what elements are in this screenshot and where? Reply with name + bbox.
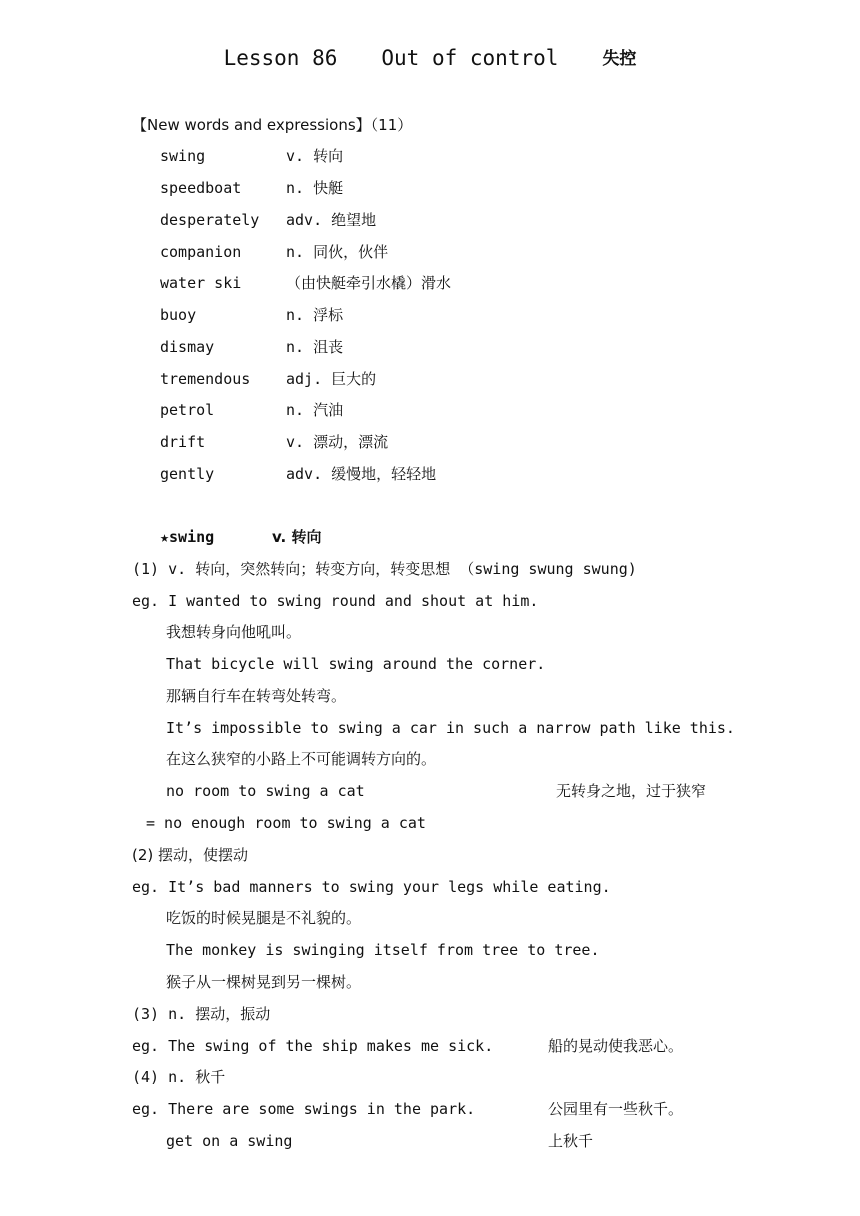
vocab-word: tremendous <box>160 370 251 388</box>
vocab-definition: v. 转向 <box>286 147 344 165</box>
vocab-item <box>0 178 860 198</box>
idiom-equivalent: = no enough room to swing a cat <box>146 814 426 832</box>
lesson-name: Out of control <box>381 46 559 70</box>
vocab-word: water ski <box>160 274 242 292</box>
vocab-word: speedboat <box>160 179 242 197</box>
example-3-translation: 在这么狭窄的小路上不可能调转方向的。 <box>166 750 437 768</box>
example-10-translation: 上秋千 <box>548 1132 594 1150</box>
example-7: The monkey is swinging itself from tree to tree. <box>166 941 600 959</box>
example-10: get on a swing <box>166 1132 293 1150</box>
vocab-word: companion <box>160 243 242 261</box>
vocab-header: 【New words and expressions】（11） <box>132 116 413 134</box>
vocab-item <box>0 305 860 325</box>
vocab-word: petrol <box>160 401 215 419</box>
example-7-translation: 猴子从一棵树晃到另一棵树。 <box>166 973 362 991</box>
vocab-definition: v. 漂动，漂流 <box>286 433 389 451</box>
vocab-item <box>0 146 860 166</box>
example-1: eg. I wanted to swing round and shout at him. <box>132 592 539 610</box>
vocab-item <box>0 242 860 262</box>
vocab-word: buoy <box>160 306 197 324</box>
vocab-definition: n. 汽油 <box>286 401 344 419</box>
example-8-translation: 船的晃动使我恶心。 <box>548 1037 684 1055</box>
example-9: eg. There are some swings in the park. <box>132 1100 476 1118</box>
vocab-definition: n. 同伙，伙伴 <box>286 243 389 261</box>
vocab-definition: adv. 缓慢地，轻轻地 <box>286 465 437 483</box>
sense-3: (3) n. 摆动，振动 <box>132 1005 271 1023</box>
vocab-word: desperately <box>160 211 260 229</box>
vocab-definition: adj. 巨大的 <box>286 370 377 388</box>
vocab-item <box>0 369 860 389</box>
vocab-item <box>0 210 860 230</box>
example-6-translation: 吃饭的时候晃腿是不礼貌的。 <box>166 909 362 927</box>
vocab-definition: n. 沮丧 <box>286 338 344 356</box>
vocab-item <box>0 400 860 420</box>
example-6: eg. It’s bad manners to swing your legs while eating. <box>132 878 611 896</box>
vocab-word: dismay <box>160 338 215 356</box>
focus-word: ★swing <box>160 528 215 546</box>
sense-1: (1) v. 转向，突然转向；转变方向，转变思想 （swing swung swung) <box>132 560 637 578</box>
example-2-translation: 那辆自行车在转弯处转弯。 <box>166 687 347 705</box>
vocab-word: swing <box>160 147 206 165</box>
lesson-number: Lesson 86 <box>223 46 338 70</box>
vocab-word: drift <box>160 433 206 451</box>
focus-word-heading <box>0 527 860 547</box>
vocab-item <box>0 337 860 357</box>
sense-2: (2) 摆动，使摆动 <box>132 846 249 864</box>
vocab-definition: adv. 绝望地 <box>286 211 377 229</box>
focus-definition: v. 转向 <box>272 528 322 546</box>
idiom-translation: 无转身之地，过于狭窄 <box>556 782 707 800</box>
example-9-translation: 公园里有一些秋千。 <box>548 1100 684 1118</box>
idiom: no room to swing a cat <box>166 782 365 800</box>
vocab-item <box>0 273 860 293</box>
example-1-translation: 我想转身向他吼叫。 <box>166 623 302 641</box>
page-title <box>0 44 860 70</box>
example-8: eg. The swing of the ship makes me sick. <box>132 1037 494 1055</box>
lesson-name-chinese: 失控 <box>602 49 637 69</box>
example-2: That bicycle will swing around the corner. <box>166 655 546 673</box>
vocab-item <box>0 464 860 484</box>
example-3: It’s impossible to swing a car in such a narrow path like this. <box>166 719 735 737</box>
vocab-item <box>0 432 860 452</box>
vocab-word: gently <box>160 465 215 483</box>
vocab-definition: n. 浮标 <box>286 306 344 324</box>
vocab-definition: n. 快艇 <box>286 179 344 197</box>
vocab-definition: （由快艇牵引水橇）滑水 <box>286 274 452 292</box>
sense-4: (4) n. 秋千 <box>132 1068 226 1086</box>
